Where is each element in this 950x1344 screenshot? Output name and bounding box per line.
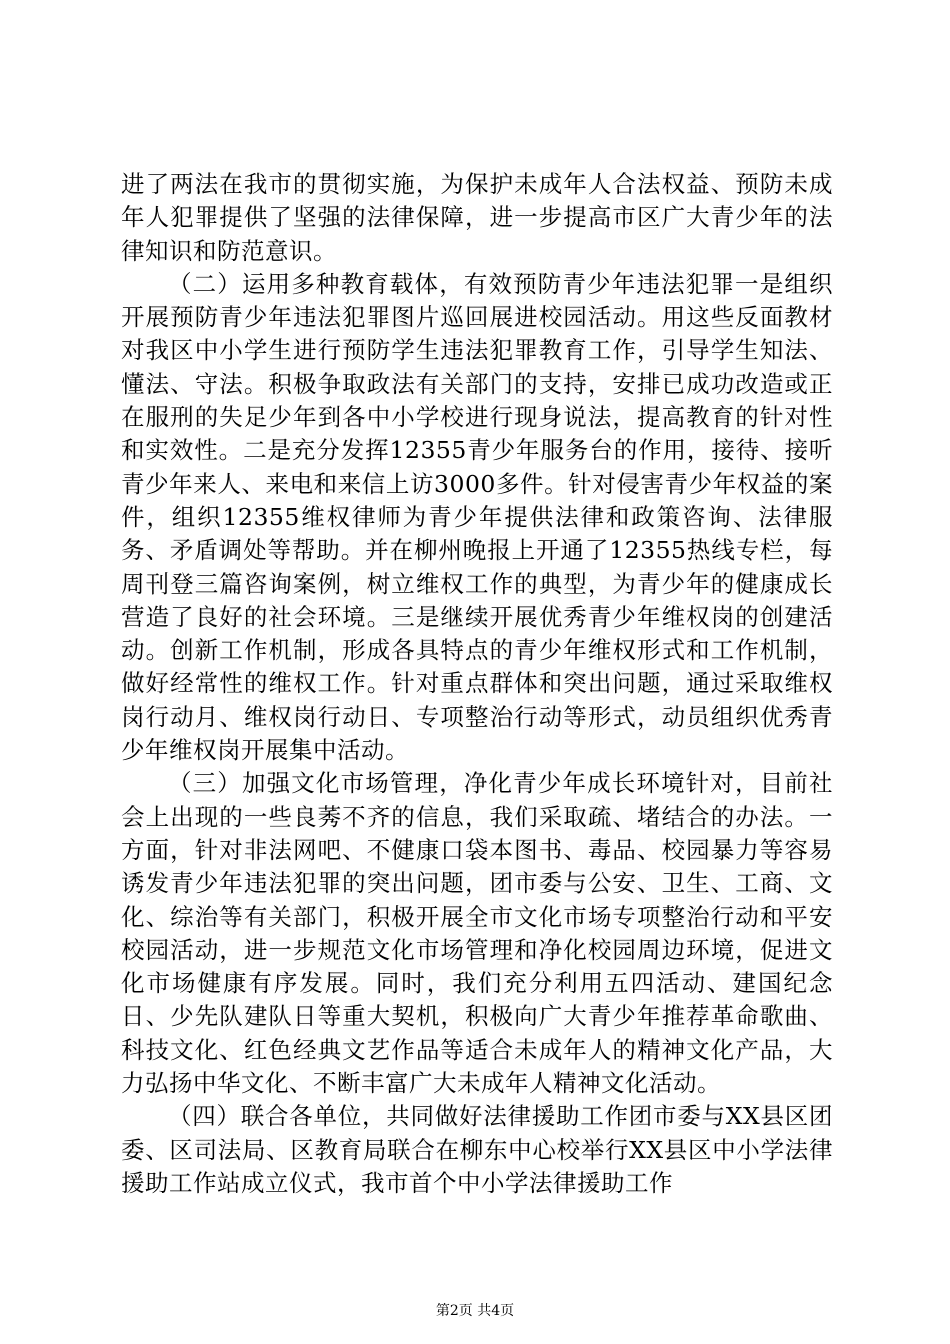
- paragraph-section-4: （四）联合各单位，共同做好法律援助工作团市委与XX县区团委、区司法局、区教育局联合在柳东中心校举行XX县区中小学法律援助工作站成立仪式，我市首个中小学法律援助工作: [121, 1102, 833, 1197]
- paragraph-section-2: （二）运用多种教育载体，有效预防青少年违法犯罪一是组织开展预防青少年违法犯罪图片巡回展进校园活动。用这些反面教材对我区中小学生进行预防学生违法犯罪教育工作，引导学生知法、懂法、守法。积极争取政法有关部门的支持，安排已成功改造或正在服刑的失足少年到各中小学校进行现身说法，提高教育的针对性和实效性。二是充分发挥12355青少年服务台的作用，接待、接听青少年来人、来电和来信上访3000多件。针对侵害青少年权益的案件，组织12355维权律师为青少年提供法律和政策咨询、法律服务、矛盾调处等帮助。并在柳州晚报上开通了12355热线专栏，每周刊登三篇咨询案例，树立维权工作的典型，为青少年的健康成长营造了良好的社会环境。三是继续开展优秀青少年维权岗的创建活动。创新工作机制，形成各具特点的青少年维权形式和工作机制，做好经常性的维权工作。针对重点群体和突出问题，通过采取维权岗行动月、维权岗行动日、专项整治行动等形式，动员组织优秀青少年维权岗开展集中活动。: [121, 269, 833, 765]
- page-footer: 第2页 共4页: [435, 1303, 515, 1319]
- paragraph-continuation: 进了两法在我市的贯彻实施，为保护未成年人合法权益、预防未成年人犯罪提供了坚强的法律保障，进一步提高市区广大青少年的法律知识和防范意识。: [121, 170, 833, 265]
- document-body: [121, 168, 833, 1200]
- paragraph-section-3: （三）加强文化市场管理，净化青少年成长环境针对，目前社会上出现的一些良莠不齐的信息，我们采取疏、堵结合的办法。一方面，针对非法网吧、不健康口袋本图书、毒品、校园暴力等容易诱发青少年违法犯罪的突出问题，团市委与公安、卫生、工商、文化、综治等有关部门，积极开展全市文化市场专项整治行动和平安校园活动，进一步规范文化市场管理和净化校园周边环境，促进文化市场健康有序发展。同时，我们充分利用五四活动、建国纪念日、少先队建队日等重大契机，积极向广大青少年推荐革命歌曲、科技文化、红色经典文艺作品等适合未成年人的精神文化产品，大力弘扬中华文化、不断丰富广大未成年人精神文化活动。: [121, 769, 833, 1098]
